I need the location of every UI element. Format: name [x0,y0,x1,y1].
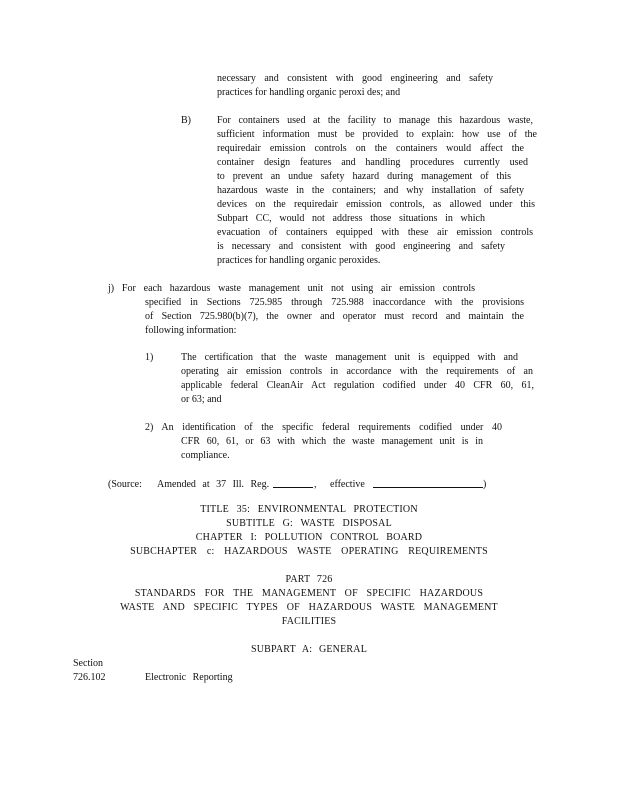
source-comma: , [314,479,317,490]
sub-item-1-label: 1) [145,352,154,363]
sub-item-1-line-4: or 63; and [181,394,222,405]
source-register-blank [273,478,313,488]
source-amended: Amended at 37 Ill. Reg. [157,479,270,490]
item-j-line-4: following information: [145,325,237,336]
heading-subchapter: SUBCHAPTER c: HAZARDOUS WASTE OPERATING REQUIREMENTS [130,546,488,557]
item-j-line-2: specified in Sections 725.985 through 725.988 inaccordance with the provisions [145,297,524,308]
sub-item-2-line-2: CFR 60, 61, or 63 with which the waste management unit is in [181,436,483,447]
heading-part-title-2: WASTE AND SPECIFIC TYPES OF HAZARDOUS WASTE MANAGEMENT [120,602,498,613]
item-b-line-5: to prevent an undue safety hazard during management of this [217,171,511,182]
sub-item-2-line-3: compliance. [181,450,230,461]
sub-item-1-line-1: The certification that the waste management unit is equipped with and [181,352,518,363]
item-b-label: B) [181,115,191,126]
source-effective-blank [373,478,483,488]
item-b-line-2: sufficient information must be provided to explain: how use of the [217,129,537,140]
toc-section-number: 726.102 [73,672,106,683]
item-b-line-1: For containers used at the facility to manage this hazardous waste, [217,115,533,126]
item-b-line-10: is necessary and consistent with good engineering and safety [217,241,505,252]
toc-section-title: Electronic Reporting [145,672,233,683]
source-prefix: (Source: [108,479,142,490]
heading-chapter: CHAPTER I: POLLUTION CONTROL BOARD [195,532,423,543]
heading-title: TITLE 35: ENVIRONMENTAL PROTECTION [200,504,418,515]
heading-subtitle: SUBTITLE G: WASTE DISPOSAL [226,518,392,529]
top-block-line-2: practices for handling organic peroxi des; and [217,87,401,98]
item-b-line-6: hazardous waste in the containers; and why installation of safety [217,185,524,196]
item-b-line-11: practices for handling organic peroxides. [217,255,381,266]
heading-part-title-3: FACILITIES [281,616,337,627]
sub-item-2-first-line: 2) An identification of the specific federal requirements codified under 40 [145,422,502,433]
item-b-line-9: evacuation of containers equipped with these air emission controls [217,227,533,238]
top-block-line-1: necessary and consistent with good engineering and safety [217,73,493,84]
item-b-line-3: requiredair emission controls on the containers would affect the [217,143,524,154]
toc-section-label: Section [73,658,103,669]
heading-subpart: SUBPART A: GENERAL [250,644,368,655]
item-b-line-4: container design features and handling procedures currently used [217,157,528,168]
source-effective: effective [330,479,365,490]
heading-part: PART 726 [285,574,333,585]
item-j-first-line: j) For each hazardous waste management unit not using air emission controls [108,283,475,294]
source-close: ) [483,479,487,490]
item-j-line-3: of Section 725.980(b)(7), the owner and operator must record and maintain the [145,311,524,322]
item-b-line-8: Subpart CC, would not address those situations in which [217,213,485,224]
item-b-line-7: devices on the requiredair emission controls, as allowed under this [217,199,535,210]
sub-item-1-line-3: applicable federal CleanAir Act regulation codified under 40 CFR 60, 61, [181,380,534,391]
heading-part-title-1: STANDARDS FOR THE MANAGEMENT OF SPECIFIC HAZARDOUS [134,588,484,599]
sub-item-1-line-2: operating air emission controls in accordance with the requirements of an [181,366,533,377]
